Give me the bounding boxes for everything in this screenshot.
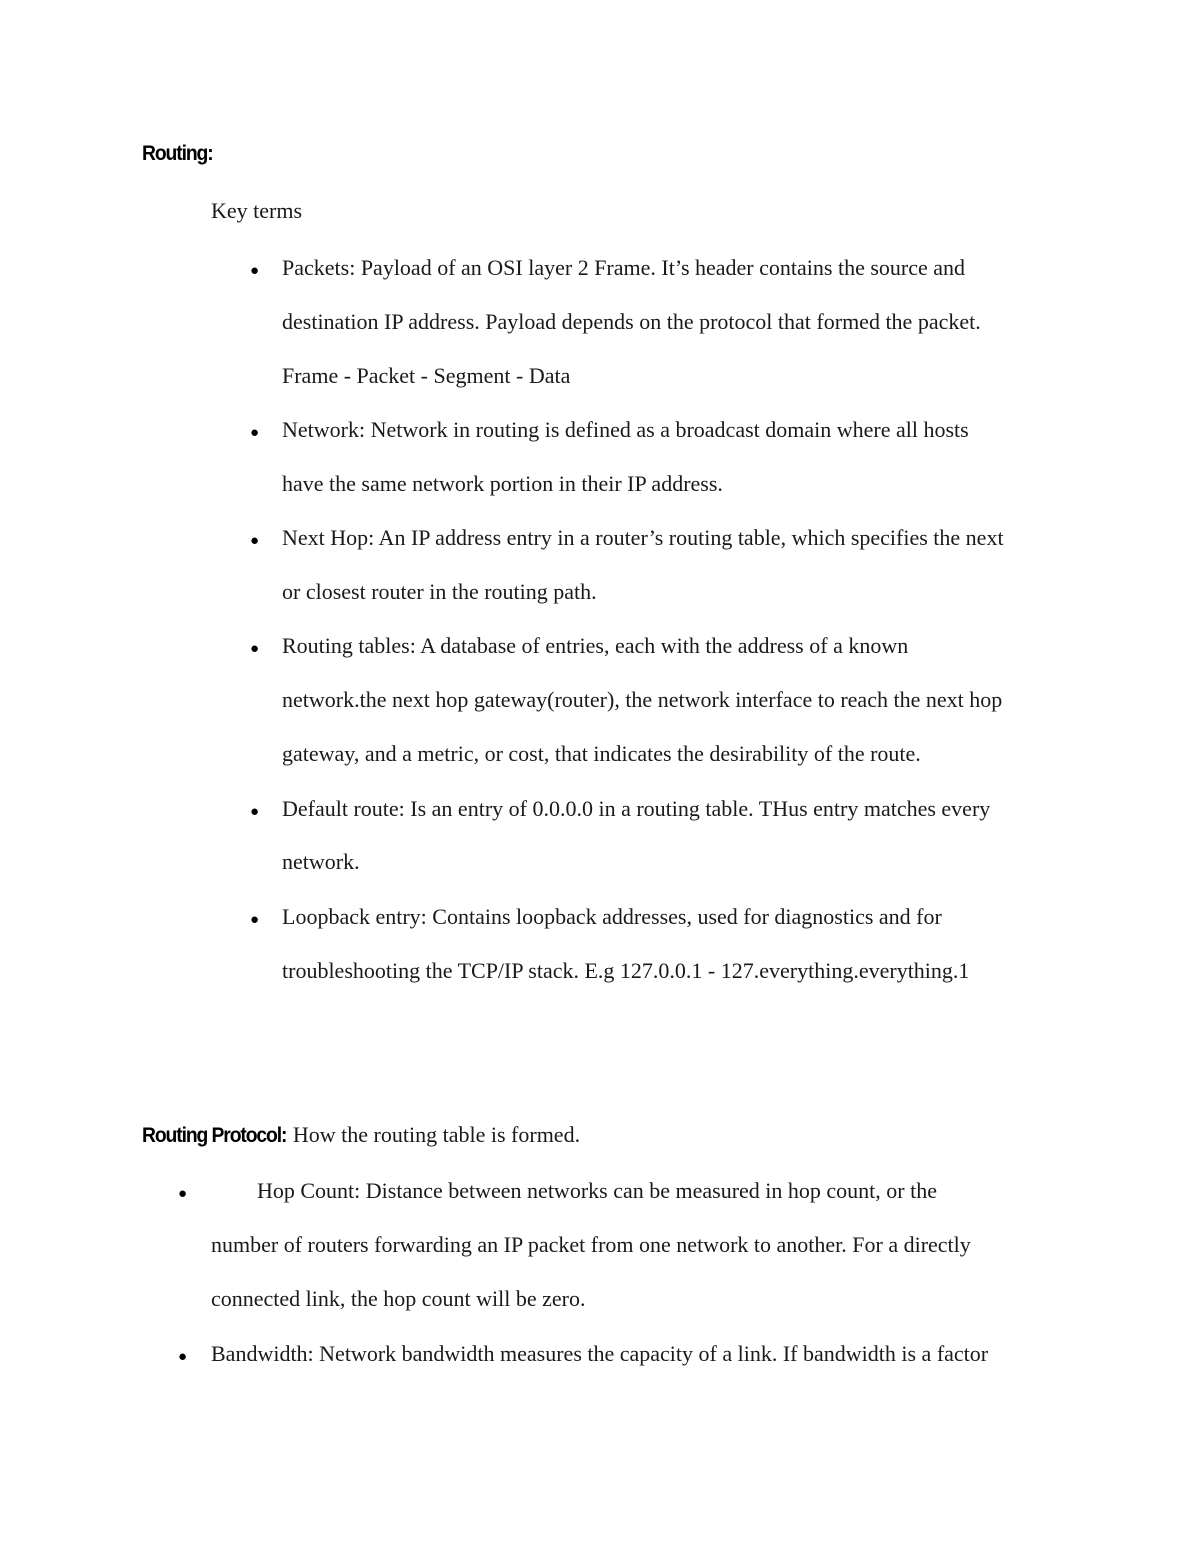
bullet-icon: ● bbox=[250, 425, 260, 441]
section-heading-routing: Routing: bbox=[142, 142, 213, 165]
list-item-line: have the same network portion in their IP address. bbox=[282, 471, 723, 496]
list-item-line: Network: Network in routing is defined as a broadcast domain where all hosts bbox=[282, 417, 969, 442]
list-item-line: troubleshooting the TCP/IP stack. E.g 127.0.0.1 - 127.everything.everything.1 bbox=[282, 958, 970, 983]
bullet-icon: ● bbox=[178, 1349, 188, 1365]
list-item-line: Hop Count: Distance between networks can be measured in hop count, or the bbox=[257, 1178, 937, 1203]
subheading-key-terms: Key terms bbox=[211, 198, 303, 223]
list-item-line: Packets: Payload of an OSI layer 2 Frame. It’s header contains the source and bbox=[282, 255, 966, 280]
bullet-icon: ● bbox=[250, 263, 260, 279]
list-item-line: gateway, and a metric, or cost, that indicates the desirability of the route. bbox=[282, 741, 921, 766]
list-item-line: number of routers forwarding an IP packet from one network to another. For a directly bbox=[211, 1232, 971, 1257]
bullet-icon: ● bbox=[178, 1186, 188, 1202]
bullet-icon: ● bbox=[250, 912, 260, 928]
list-item-line: Next Hop: An IP address entry in a router’s routing table, which specifies the next bbox=[282, 525, 1004, 550]
routing-protocol-heading-line bbox=[142, 1120, 580, 1153]
bullet-icon: ● bbox=[250, 641, 260, 657]
section-heading-routing-protocol: Routing Protocol: bbox=[142, 1124, 287, 1147]
list-item-line: Bandwidth: Network bandwidth measures the capacity of a link. If bandwidth is a factor bbox=[211, 1341, 989, 1366]
bullet-icon: ● bbox=[250, 533, 260, 549]
list-item-line: destination IP address. Payload depends on the protocol that formed the packet. bbox=[282, 309, 981, 334]
list-item-line: network.the next hop gateway(router), the network interface to reach the next hop bbox=[282, 687, 1003, 712]
list-item-line: Loopback entry: Contains loopback addresses, used for diagnostics and for bbox=[282, 904, 942, 929]
list-item-line: Frame - Packet - Segment - Data bbox=[282, 363, 571, 388]
list-item-line: Routing tables: A database of entries, each with the address of a known bbox=[282, 633, 909, 658]
bullet-icon: ● bbox=[250, 804, 260, 820]
list-item-line: Default route: Is an entry of 0.0.0.0 in a routing table. THus entry matches every bbox=[282, 796, 991, 821]
list-item-line: or closest router in the routing path. bbox=[282, 579, 597, 604]
section-heading-tail: How the routing table is formed. bbox=[292, 1122, 581, 1147]
list-item-line: connected link, the hop count will be zero. bbox=[211, 1286, 586, 1311]
list-item-line: network. bbox=[282, 849, 360, 874]
